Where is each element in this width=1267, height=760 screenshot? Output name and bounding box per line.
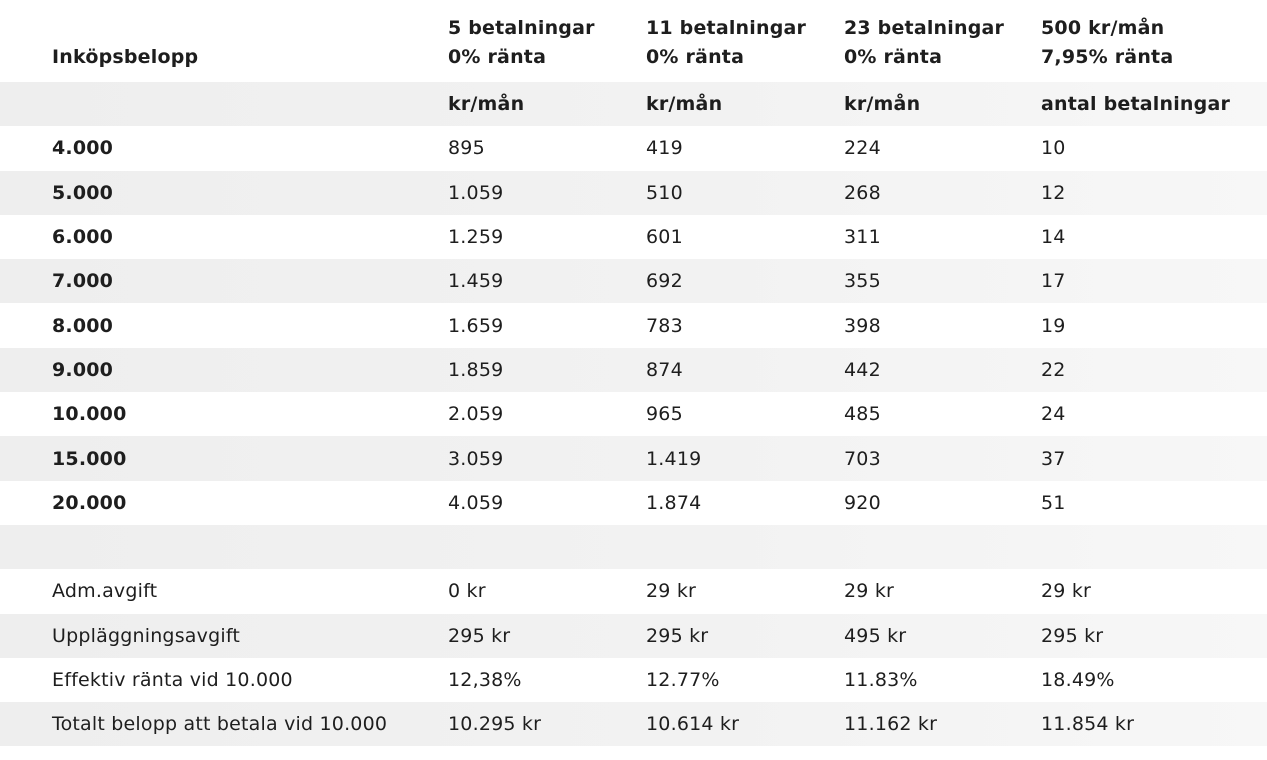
- table-cell: 4.059: [448, 491, 504, 514]
- row-label: 20.000: [52, 491, 127, 514]
- table-cell: 10: [1041, 137, 1066, 160]
- header-23-payments: [844, 0, 1004, 82]
- table-cell: 485: [844, 403, 881, 426]
- row-label: Adm.avgift: [52, 580, 158, 603]
- table-cell: 295 kr: [448, 624, 511, 647]
- table-row: [0, 702, 1267, 746]
- table-cell: 601: [646, 226, 683, 249]
- table-cell: 295 kr: [646, 624, 709, 647]
- fee-rows: [0, 569, 1267, 746]
- table-cell: 11.162 kr: [844, 713, 938, 736]
- table-cell: 1.059: [448, 181, 504, 204]
- table-cell: 29 kr: [844, 580, 895, 603]
- table-row: [0, 658, 1267, 702]
- table-cell: 419: [646, 137, 683, 160]
- header-500-per-month-line1: 500 kr/mån: [1041, 17, 1165, 39]
- table-cell: 1.459: [448, 270, 504, 293]
- header-500-per-month-line2: 7,95% ränta: [1041, 46, 1174, 68]
- table-cell: 703: [844, 447, 881, 470]
- table-cell: 12: [1041, 181, 1066, 204]
- table-cell: 51: [1041, 491, 1066, 514]
- table-cell: 19: [1041, 314, 1066, 337]
- row-label: Effektiv ränta vid 10.000: [52, 669, 293, 691]
- table-cell: 442: [844, 358, 881, 381]
- table-cell: 3.059: [448, 447, 504, 470]
- amount-rows: [0, 126, 1267, 525]
- table-cell: 10.295 kr: [448, 713, 542, 736]
- table-cell: 14: [1041, 226, 1066, 249]
- table-cell: 37: [1041, 447, 1066, 470]
- header-500-per-month: [1041, 0, 1173, 82]
- table-cell: 224: [844, 137, 881, 160]
- table-cell: 17: [1041, 270, 1066, 293]
- table-cell: 24: [1041, 403, 1066, 426]
- table-cell: 398: [844, 314, 881, 337]
- table-cell: 2.059: [448, 403, 504, 426]
- table-cell: 0 kr: [448, 580, 486, 603]
- header-23-payments-line1: 23 betalningar: [844, 17, 1005, 39]
- table-cell: 1.659: [448, 314, 504, 337]
- header-11-payments-line1: 11 betalningar: [646, 17, 807, 39]
- table-row: [0, 614, 1267, 658]
- table-row: [0, 481, 1267, 525]
- table-row: [0, 259, 1267, 303]
- header-5-payments-line2: 0% ränta: [448, 46, 547, 68]
- table-cell: 29 kr: [646, 580, 697, 603]
- header-purchase-amount-label: Inköpsbelopp: [52, 46, 199, 68]
- table-row: [0, 392, 1267, 436]
- table-cell: 510: [646, 181, 683, 204]
- unit-col2: kr/mån: [646, 93, 723, 116]
- table-cell: 268: [844, 181, 881, 204]
- units-row: [0, 82, 1267, 126]
- table-cell: 895: [448, 137, 485, 160]
- row-label: 7.000: [52, 270, 114, 293]
- table-header-row: [0, 0, 1267, 82]
- table-cell: 12,38%: [448, 669, 522, 691]
- row-label: 6.000: [52, 226, 114, 249]
- table-row: [0, 569, 1267, 613]
- row-label: Totalt belopp att betala vid 10.000: [52, 713, 388, 736]
- table-row: [0, 303, 1267, 347]
- header-5-payments-line1: 5 betalningar: [448, 17, 595, 39]
- header-23-payments-line2: 0% ränta: [844, 46, 943, 68]
- table-cell: 11.854 kr: [1041, 713, 1135, 736]
- table-row: [0, 436, 1267, 480]
- table-row: [0, 348, 1267, 392]
- row-label: Uppläggningsavgift: [52, 624, 241, 647]
- spacer-row: [0, 525, 1267, 569]
- unit-col3: kr/mån: [844, 93, 921, 116]
- unit-col4: antal betalningar: [1041, 93, 1231, 116]
- table-cell: 783: [646, 314, 683, 337]
- table-cell: 311: [844, 226, 881, 249]
- table-cell: 10.614 kr: [646, 713, 740, 736]
- table-cell: 22: [1041, 358, 1066, 381]
- table-cell: 355: [844, 270, 881, 293]
- row-label: 15.000: [52, 447, 127, 470]
- table-cell: 965: [646, 403, 683, 426]
- unit-col1: kr/mån: [448, 93, 525, 116]
- header-11-payments: [646, 0, 806, 82]
- table-cell: 920: [844, 491, 881, 514]
- header-purchase-amount: [52, 0, 198, 82]
- table-cell: 1.874: [646, 491, 702, 514]
- table-cell: 874: [646, 358, 683, 381]
- row-label: 4.000: [52, 137, 114, 160]
- header-5-payments: [448, 0, 595, 82]
- table-row: [0, 126, 1267, 170]
- row-label: 9.000: [52, 358, 114, 381]
- row-label: 8.000: [52, 314, 114, 337]
- table-cell: 11.83%: [844, 669, 918, 691]
- table-row: [0, 171, 1267, 215]
- table-cell: 1.419: [646, 447, 702, 470]
- row-label: 10.000: [52, 403, 127, 426]
- table-cell: 295 kr: [1041, 624, 1104, 647]
- table-cell: 1.859: [448, 358, 504, 381]
- table-row: [0, 215, 1267, 259]
- header-11-payments-line2: 0% ränta: [646, 46, 745, 68]
- table-cell: 12.77%: [646, 669, 720, 691]
- row-label: 5.000: [52, 181, 114, 204]
- table-cell: 18.49%: [1041, 669, 1115, 691]
- table-cell: 29 kr: [1041, 580, 1092, 603]
- table-cell: 1.259: [448, 226, 504, 249]
- table-cell: 495 kr: [844, 624, 907, 647]
- table-cell: 692: [646, 270, 683, 293]
